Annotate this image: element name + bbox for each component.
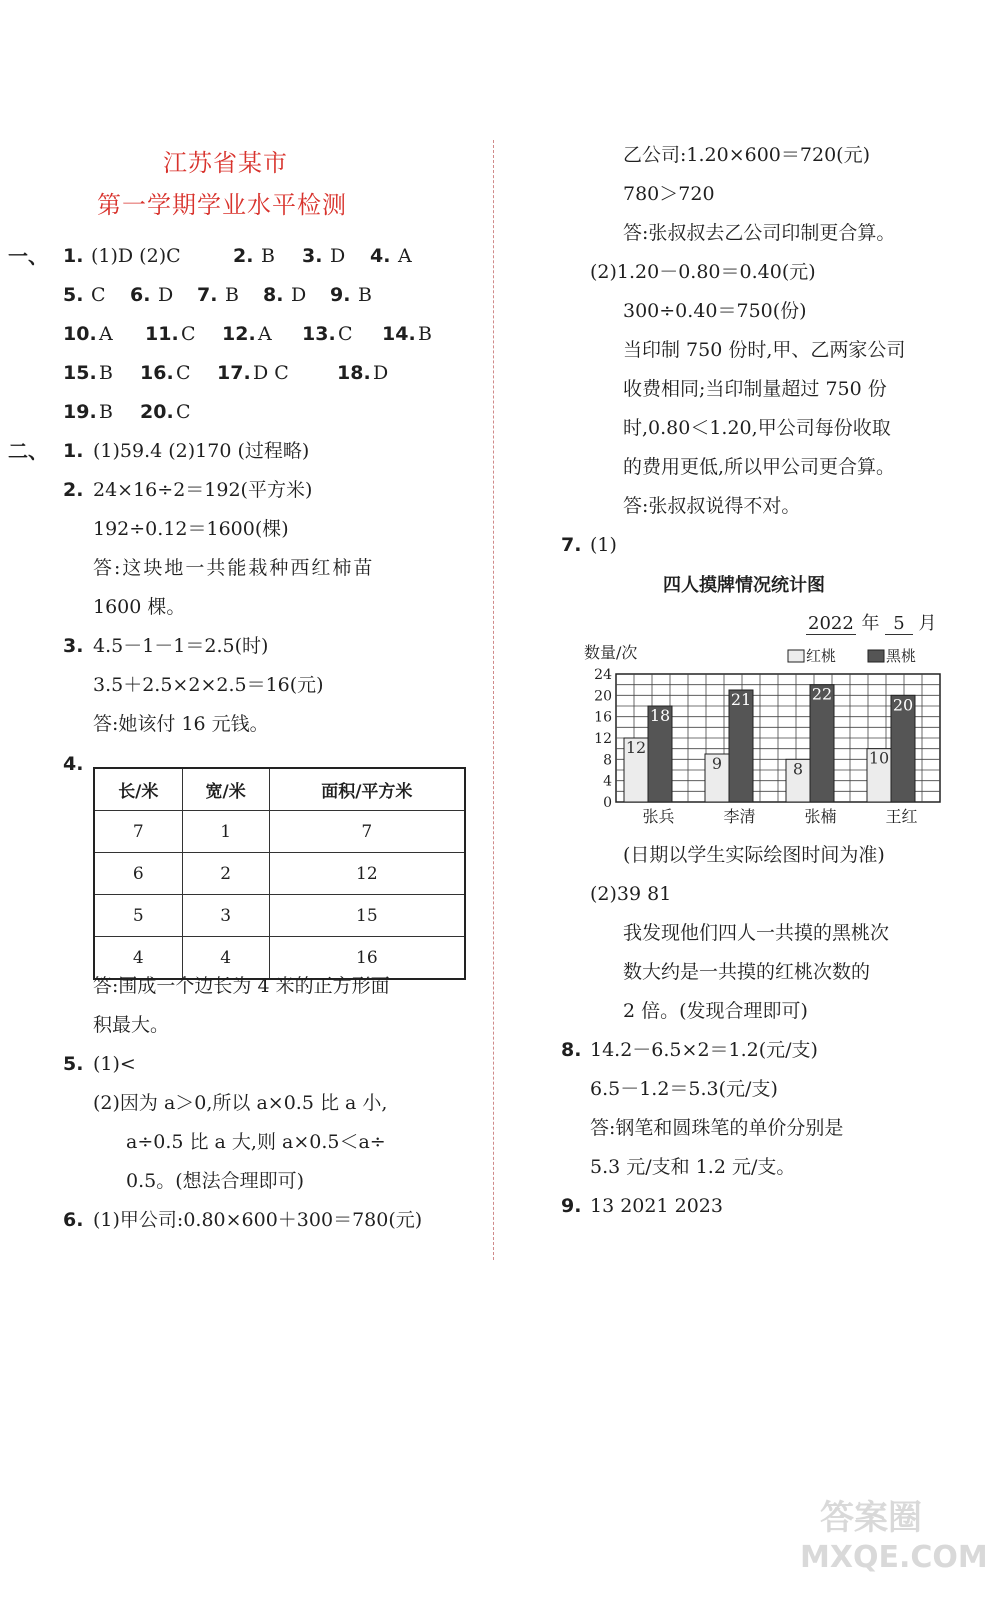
answer-number: 1. bbox=[63, 245, 84, 267]
q4-answer-2: 积最大。 bbox=[93, 1014, 170, 1036]
answer-number: 7. bbox=[197, 284, 218, 306]
answer-value: B bbox=[225, 284, 239, 306]
cell: 3 bbox=[182, 895, 269, 937]
q6-right-line-10: 答:张叔叔说得不对。 bbox=[623, 495, 801, 517]
table-row bbox=[94, 937, 465, 980]
answer-number: 12. bbox=[222, 323, 256, 345]
category-label: 张兵 bbox=[642, 807, 675, 826]
q6-right-line-2: 780＞720 bbox=[623, 183, 715, 205]
q5-line-1: (1)< bbox=[93, 1053, 136, 1075]
chart-title: 四人摸牌情况统计图 bbox=[663, 575, 825, 596]
q2-line-2: 192÷0.12＝1600(棵) bbox=[93, 518, 289, 540]
answer-number: 18. bbox=[337, 362, 371, 384]
bar-value-label: 18 bbox=[649, 706, 671, 725]
q8-line-3: 答:钢笔和圆珠笔的单价分别是 bbox=[590, 1117, 844, 1139]
q1-text: (1)59.4 (2)170 (过程略) bbox=[93, 440, 310, 462]
q7-part-2: (2)39 81 bbox=[590, 883, 672, 905]
column-divider bbox=[493, 140, 494, 1260]
title-line-1: 江苏省某市 bbox=[163, 149, 288, 177]
answer-number: 14. bbox=[382, 323, 416, 345]
legend-swatch bbox=[868, 650, 884, 662]
table-header-row bbox=[94, 768, 465, 811]
header-area: 面积/平方米 bbox=[269, 768, 465, 811]
q5-number: 5. bbox=[63, 1053, 84, 1075]
q7-finding-2: 数大约是一共摸的红桃次数的 bbox=[623, 961, 871, 983]
answer-value: A bbox=[258, 323, 272, 345]
table-row bbox=[94, 895, 465, 937]
y-tick-label: 8 bbox=[603, 752, 612, 769]
q2-line-3: 答:这块地一共能栽种西红柿苗 bbox=[93, 557, 375, 579]
q7-number: 7. bbox=[561, 534, 582, 556]
section-1-label: 一、 bbox=[8, 244, 48, 268]
q6-line-1: (1)甲公司:0.80×600＋300＝780(元) bbox=[93, 1209, 423, 1231]
answer-value: D bbox=[158, 284, 174, 306]
bar-value-label: 22 bbox=[811, 684, 833, 704]
answer-number: 4. bbox=[370, 245, 391, 267]
q8-number: 8. bbox=[561, 1039, 582, 1061]
answer-value: D bbox=[291, 284, 307, 306]
q2-line-1: 24×16÷2＝192(平方米) bbox=[93, 479, 313, 501]
y-tick-label: 0 bbox=[603, 795, 612, 811]
q6-right-line-7: 收费相同;当印制量超过 750 份 bbox=[623, 378, 887, 400]
chart-date-month: 5 bbox=[885, 613, 912, 635]
answer-value: C bbox=[181, 323, 196, 345]
cell: 7 bbox=[269, 811, 465, 853]
cell: 15 bbox=[269, 895, 465, 937]
answer-number: 13. bbox=[302, 323, 336, 345]
q6-right-line-4: (2)1.20－0.80＝0.40(元) bbox=[590, 261, 816, 283]
bar-value-label: 9 bbox=[711, 754, 723, 773]
answer-value: A bbox=[398, 245, 412, 267]
answer-value: D bbox=[330, 245, 346, 267]
q8-line-4: 5.3 元/支和 1.2 元/支。 bbox=[590, 1156, 796, 1178]
q6-right-line-1: 乙公司:1.20×600＝720(元) bbox=[623, 144, 870, 166]
answer-value: D C bbox=[253, 362, 289, 384]
header-length: 长/米 bbox=[94, 768, 182, 811]
q3-number: 3. bbox=[63, 635, 84, 657]
answer-value: C bbox=[338, 323, 353, 345]
bar-value-label: 10 bbox=[868, 748, 890, 768]
section-2-label: 二、 bbox=[8, 439, 48, 463]
q6-right-line-5: 300÷0.40＝750(份) bbox=[623, 300, 807, 322]
bar-value-label: 8 bbox=[792, 759, 804, 779]
q2-line-4: 1600 棵。 bbox=[93, 596, 186, 618]
watermark-url: MXQE.COM bbox=[800, 1540, 988, 1575]
cell: 7 bbox=[94, 811, 182, 853]
answer-number: 8. bbox=[263, 284, 284, 306]
y-tick-label: 20 bbox=[594, 688, 612, 705]
cell: 4 bbox=[94, 937, 182, 980]
answer-value: B bbox=[99, 362, 113, 384]
q8-line-1: 14.2－6.5×2＝1.2(元/支) bbox=[590, 1039, 818, 1061]
category-label: 王红 bbox=[885, 807, 918, 826]
answer-value: B bbox=[358, 284, 372, 306]
answer-value: (1)D (2)C bbox=[91, 245, 181, 267]
header-width: 宽/米 bbox=[182, 768, 269, 811]
answer-number: 15. bbox=[63, 362, 97, 384]
cell: 16 bbox=[269, 937, 465, 980]
q5-line-4: 0.5。(想法合理即可) bbox=[126, 1170, 305, 1192]
bar-chart bbox=[580, 638, 960, 838]
q7-finding-3: 2 倍。(发现合理即可) bbox=[623, 1000, 808, 1022]
q9-text: 13 2021 2023 bbox=[590, 1195, 723, 1217]
y-tick-label: 16 bbox=[594, 709, 612, 726]
answer-number: 17. bbox=[217, 362, 251, 384]
q8-line-2: 6.5－1.2＝5.3(元/支) bbox=[590, 1078, 778, 1100]
answer-value: B bbox=[418, 323, 432, 345]
q6-right-line-8: 时,0.80＜1.20,甲公司每份收取 bbox=[623, 417, 891, 439]
table-row bbox=[94, 853, 465, 895]
chart-date bbox=[806, 609, 936, 635]
answer-number: 9. bbox=[330, 284, 351, 306]
bar-value-label: 20 bbox=[892, 695, 914, 715]
answer-value: C bbox=[91, 284, 106, 306]
q7-part-1: (1) bbox=[590, 534, 617, 556]
q5-line-2: (2)因为 a＞0,所以 a×0.5 比 a 小, bbox=[93, 1092, 388, 1114]
table-row bbox=[94, 811, 465, 853]
answer-value: B bbox=[99, 401, 113, 423]
bar-value-label: 21 bbox=[730, 690, 752, 709]
q6-number: 6. bbox=[63, 1209, 84, 1231]
cell: 5 bbox=[94, 895, 182, 937]
y-tick-label: 24 bbox=[594, 667, 612, 683]
dimension-table bbox=[93, 767, 466, 980]
legend-label: 红桃 bbox=[806, 647, 837, 665]
y-axis-label: 数量/次 bbox=[584, 643, 638, 662]
q4-number: 4. bbox=[63, 753, 84, 775]
answer-value: C bbox=[176, 401, 191, 423]
answer-value: D bbox=[373, 362, 389, 384]
answer-value: C bbox=[176, 362, 191, 384]
q7-note: (日期以学生实际绘图时间为准) bbox=[623, 844, 885, 866]
q3-line-1: 4.5－1－1＝2.5(时) bbox=[93, 635, 269, 657]
watermark-logo: 答案圈 bbox=[820, 1498, 922, 1538]
y-tick-label: 12 bbox=[594, 731, 612, 747]
q6-right-line-3: 答:张叔叔去乙公司印制更合算。 bbox=[623, 222, 896, 244]
chart-date-year-unit: 年 bbox=[861, 613, 880, 634]
q1-number: 1. bbox=[63, 440, 84, 462]
cell: 2 bbox=[182, 853, 269, 895]
category-label: 李清 bbox=[723, 807, 756, 826]
q6-right-line-6: 当印制 750 份时,甲、乙两家公司 bbox=[623, 339, 906, 361]
cell: 12 bbox=[269, 853, 465, 895]
answer-number: 3. bbox=[302, 245, 323, 267]
q2-number: 2. bbox=[63, 479, 84, 501]
legend-swatch bbox=[788, 650, 804, 662]
title-line-2: 第一学期学业水平检测 bbox=[97, 191, 347, 219]
q4-answer-1: 答:围成一个边长为 4 米的正方形面 bbox=[93, 975, 390, 997]
cell: 4 bbox=[182, 937, 269, 980]
answer-number: 10. bbox=[63, 323, 97, 345]
category-label: 张楠 bbox=[804, 807, 837, 826]
answer-number: 5. bbox=[63, 284, 84, 306]
y-tick-label: 4 bbox=[603, 773, 612, 790]
answer-number: 16. bbox=[140, 362, 174, 384]
answer-number: 6. bbox=[130, 284, 151, 306]
legend-label: 黑桃 bbox=[886, 647, 917, 665]
q6-right-line-9: 的费用更低,所以甲公司更合算。 bbox=[623, 456, 896, 478]
answer-number: 19. bbox=[63, 401, 97, 423]
q5-line-3: a÷0.5 比 a 大,则 a×0.5＜a÷ bbox=[126, 1131, 386, 1153]
chart-date-year: 2022 bbox=[808, 613, 854, 634]
cell: 6 bbox=[94, 853, 182, 895]
answer-value: A bbox=[99, 323, 113, 345]
answer-value: B bbox=[261, 245, 275, 267]
answer-number: 2. bbox=[233, 245, 254, 267]
q3-line-3: 答:她该付 16 元钱。 bbox=[93, 713, 269, 735]
chart-date-month-unit: 月 bbox=[918, 613, 937, 634]
cell: 1 bbox=[182, 811, 269, 853]
answer-number: 11. bbox=[145, 323, 179, 345]
bar-value-label: 12 bbox=[625, 738, 647, 757]
q3-line-2: 3.5＋2.5×2×2.5＝16(元) bbox=[93, 674, 324, 696]
q9-number: 9. bbox=[561, 1195, 582, 1217]
answer-number: 20. bbox=[140, 401, 174, 423]
q7-finding-1: 我发现他们四人一共摸的黑桃次 bbox=[623, 922, 890, 944]
